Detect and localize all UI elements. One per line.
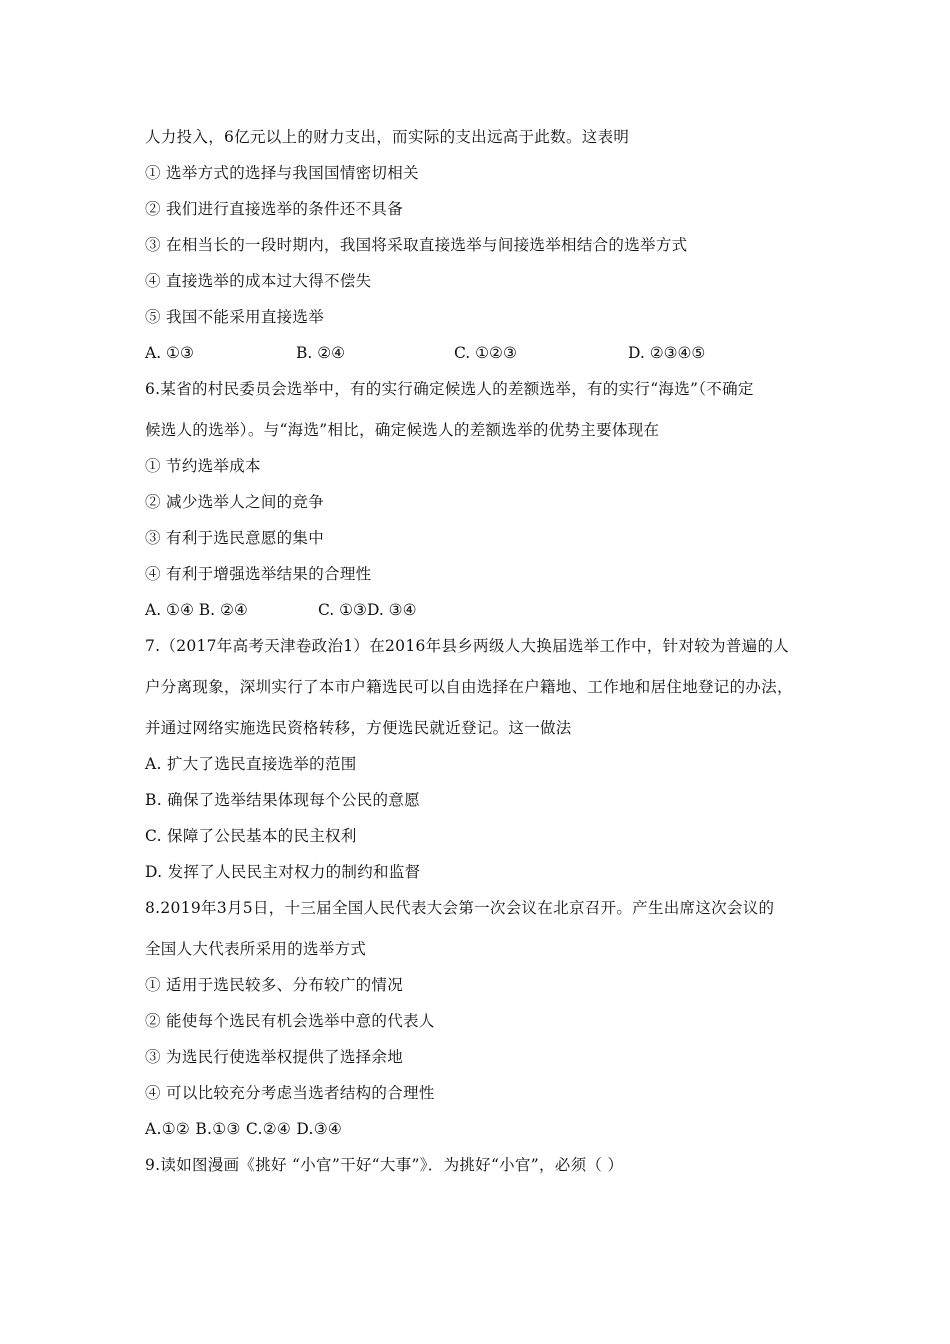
q7-stem-line-1: 7.（2017年高考天津卷政治1）在2016年县乡两级人大换届选举工作中，针对较为普遍的人 bbox=[145, 637, 790, 655]
q6-item-2: ② 减少选举人之间的竞争 bbox=[145, 493, 325, 511]
q6-item-3: ③ 有利于选民意愿的集中 bbox=[145, 529, 325, 547]
q8-stem-line-2: 全国人大代表所采用的选举方式 bbox=[145, 940, 367, 958]
q8-item-2: ② 能使每个选民有机会选举中意的代表人 bbox=[145, 1012, 435, 1030]
q6-stem-line-1: 6.某省的村民委员会选举中，有的实行确定候选人的差额选举，有的实行“海选”（不确定 bbox=[145, 380, 754, 398]
q7-option-a: A. 扩大了选民直接选举的范围 bbox=[145, 755, 357, 773]
q5-item-5: ⑤ 我国不能采用直接选举 bbox=[145, 308, 325, 326]
q5-option-c: C. ①②③ bbox=[454, 344, 517, 362]
q6-item-4: ④ 有利于增强选举结果的合理性 bbox=[145, 565, 372, 583]
q6-options-a-b: A. ①④ B. ②④ bbox=[145, 601, 248, 619]
q5-item-1: ① 选举方式的选择与我国国情密切相关 bbox=[145, 164, 419, 182]
q5-option-b: B. ②④ bbox=[296, 344, 346, 362]
q5-item-2: ② 我们进行直接选举的条件还不具备 bbox=[145, 200, 404, 218]
q5-stem-tail: 人力投入，6亿元以上的财力支出，而实际的支出远高于此数。这表明 bbox=[145, 128, 630, 146]
q7-option-d: D. 发挥了人民民主对权力的制约和监督 bbox=[145, 863, 421, 881]
q9-stem: 9.读如图漫画《挑好 “小官”干好“大事”》．为挑好“小官”，必须（ ） bbox=[145, 1156, 624, 1174]
q8-item-4: ④ 可以比较充分考虑当选者结构的合理性 bbox=[145, 1084, 435, 1102]
q5-item-3: ③ 在相当长的一段时期内，我国将采取直接选举与间接选举相结合的选举方式 bbox=[145, 236, 688, 254]
q8-stem-line-1: 8.2019年3月5日，十三届全国人民代表大会第一次会议在北京召开。产生出席这次会议的 bbox=[145, 899, 775, 917]
q8-item-3: ③ 为选民行使选举权提供了选择余地 bbox=[145, 1048, 404, 1066]
q8-item-1: ① 适用于选民较多、分布较广的情况 bbox=[145, 976, 404, 994]
q5-option-a: A. ①③ bbox=[145, 344, 194, 362]
q7-stem-line-2: 户分离现象，深圳实行了本市户籍选民可以自由选择在户籍地、工作地和居住地登记的办法， bbox=[145, 678, 793, 696]
q5-item-4: ④ 直接选举的成本过大得不偿失 bbox=[145, 272, 372, 290]
q7-option-c: C. 保障了公民基本的民主权利 bbox=[145, 827, 357, 845]
q5-option-d: D. ②③④⑤ bbox=[628, 344, 706, 362]
q6-item-1: ① 节约选举成本 bbox=[145, 457, 261, 475]
q8-options: A.①② B.①③ C.②④ D.③④ bbox=[145, 1120, 343, 1138]
q6-options-c-d: C. ①③D. ③④ bbox=[318, 601, 417, 619]
q7-option-b: B. 确保了选举结果体现每个公民的意愿 bbox=[145, 791, 420, 809]
q6-stem-line-2: 候选人的选举）。与“海选”相比，确定候选人的差额选举的优势主要体现在 bbox=[145, 421, 660, 439]
q7-stem-line-3: 并通过网络实施选民资格转移，方便选民就近登记。这一做法 bbox=[145, 719, 572, 737]
